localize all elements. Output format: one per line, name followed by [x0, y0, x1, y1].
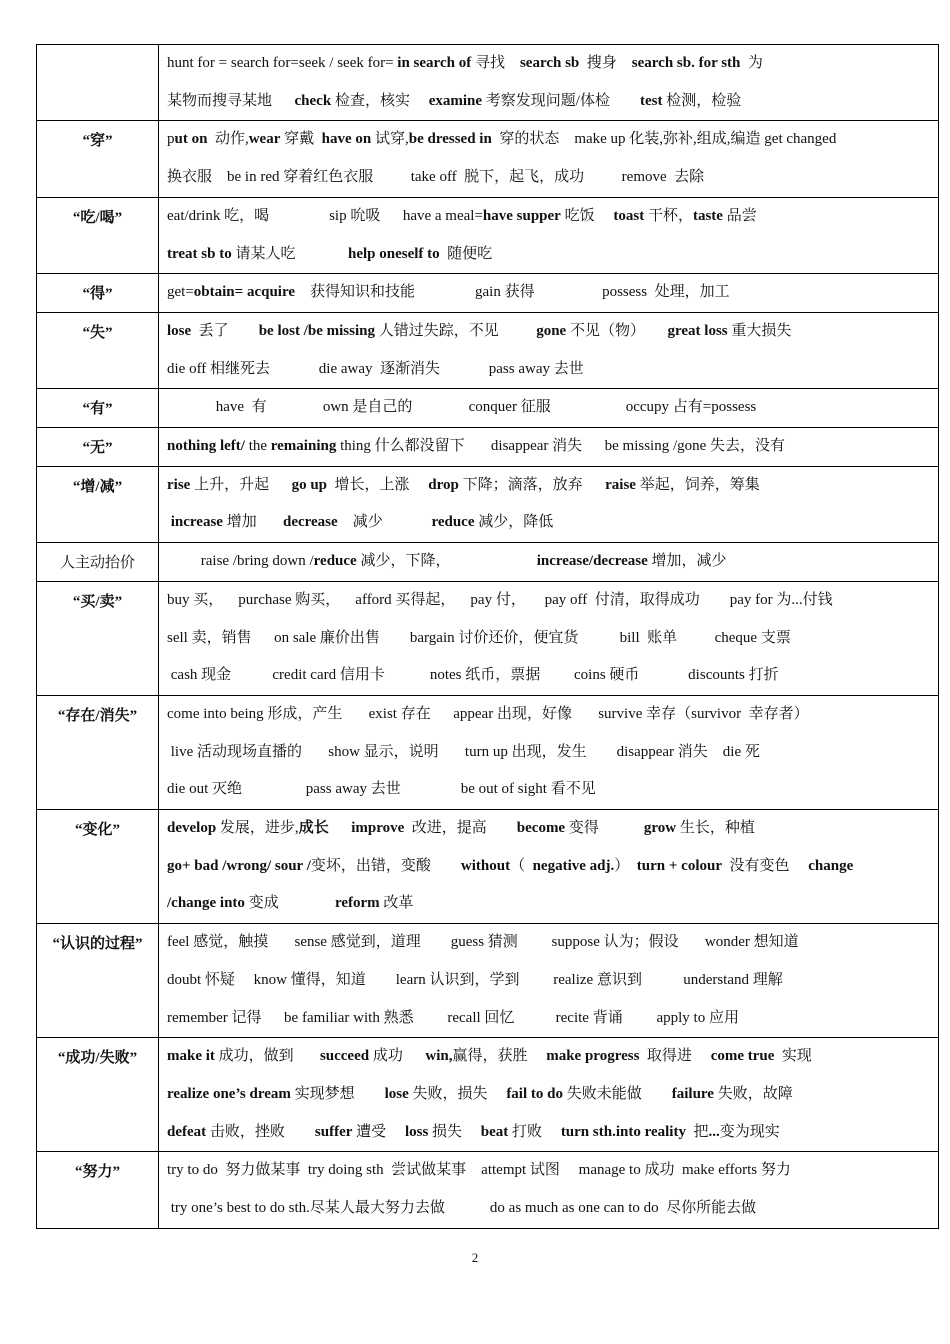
bold-term: wear — [248, 131, 281, 148]
text-segment: 发展，进步, — [216, 820, 299, 837]
text-segment: 考察发现问题/体检 — [482, 92, 640, 109]
category-cell: “失” — [37, 312, 159, 388]
bold-term: turn + colour — [636, 857, 722, 874]
text-segment: 改革 — [379, 895, 414, 912]
content-cell — [159, 543, 939, 582]
bold-term: suffer — [314, 1123, 353, 1140]
bold-term: without — [460, 857, 511, 874]
bold-term: decrease — [282, 514, 338, 531]
text-segment: 没有变色 — [722, 857, 809, 874]
bold-term: check — [294, 92, 332, 109]
text-segment: 改进，提高 — [404, 820, 517, 837]
content-cell — [159, 428, 939, 467]
bold-term: lose — [384, 1085, 409, 1102]
bold-term: turn sth.into reality — [560, 1123, 686, 1140]
content-line — [167, 885, 938, 923]
bold-term: rise — [167, 476, 191, 493]
table-row — [37, 466, 939, 542]
table-row — [37, 1038, 939, 1152]
content-cell — [159, 121, 939, 197]
bold-term: in search of — [397, 55, 472, 71]
bold-term: loss — [404, 1123, 429, 1140]
text-segment: 试穿, — [371, 131, 409, 148]
bold-term: go up — [291, 476, 328, 493]
text-segment: have 有 own 是自己的 conquer 征服 occupy 占有=possess — [167, 399, 757, 416]
content-line — [167, 696, 938, 734]
text-segment: come into being 形成，产生 exist 存在 appear 出现，好像 survive 幸存（survivor 幸存者） — [167, 705, 809, 722]
text-segment: 品尝 — [722, 207, 757, 224]
text-segment: 换衣服 be in red 穿着红色衣服 take off 脱下，起飞，成功 remove 去除 — [167, 169, 705, 186]
content-cell — [159, 312, 939, 388]
text-segment: 检测，检验 — [662, 92, 742, 109]
bold-term: make progress — [546, 1048, 640, 1065]
bold-term: drop — [428, 476, 459, 493]
text-segment: 增加 — [222, 514, 283, 531]
content-line — [167, 274, 938, 312]
bold-term: toast — [613, 207, 645, 224]
bold-term: succeed — [319, 1048, 370, 1065]
table-row — [37, 695, 939, 809]
bold-term: search sb. for sth — [631, 55, 741, 71]
content-cell — [159, 581, 939, 695]
text-segment — [329, 820, 352, 836]
text-segment: 失败未能做 — [562, 1085, 672, 1102]
table-row — [37, 543, 939, 582]
bold-term: improve — [351, 820, 405, 837]
bold-term: treat sb to — [167, 245, 232, 262]
table-row — [37, 121, 939, 197]
category-cell — [37, 45, 159, 121]
text-segment: 变成 — [244, 895, 335, 912]
content-line — [167, 657, 938, 695]
text-segment: 寻找 — [471, 55, 520, 71]
content-line — [167, 236, 938, 274]
text-segment: 失败，故障 — [713, 1085, 793, 1102]
text-segment: 下降；滴落，放弃 — [458, 476, 606, 493]
content-line — [167, 734, 938, 772]
bold-term: lose — [167, 322, 192, 339]
content-cell — [159, 45, 939, 121]
text-segment: try one’s best to do sth.尽某人最大努力去做 do as much as one can to do 尽你所能去做 — [167, 1200, 757, 1217]
text-segment: cash 现金 credit card 信用卡 notes 纸币，票据 coins 硬币 discounts 打折 — [167, 667, 779, 684]
bold-term: remaining — [270, 438, 337, 455]
text-segment: 某物而搜寻某地 — [167, 92, 295, 109]
content-line — [167, 83, 938, 121]
bold-term: taste — [692, 207, 723, 224]
bold-term: failure — [671, 1085, 714, 1102]
bold-term: nothing left/ — [167, 438, 245, 455]
bold-term: come true — [710, 1048, 775, 1065]
text-segment: 取得进 — [639, 1048, 711, 1065]
content-line — [167, 1114, 938, 1152]
table-row — [37, 428, 939, 467]
content-cell — [159, 1152, 939, 1228]
text-segment: raise /bring down / — [167, 553, 314, 570]
table-row — [37, 197, 939, 273]
table-row — [37, 45, 939, 121]
content-line — [167, 121, 938, 159]
bold-term: have on — [321, 131, 372, 148]
text-segment: 生长，种植 — [676, 820, 755, 837]
text-segment: 获得知识和技能 gain 获得 possess 处理，加工 — [295, 284, 730, 301]
text-segment: 为 — [740, 55, 763, 71]
category-cell: “存在/消失” — [37, 695, 159, 809]
bold-term: examine — [428, 92, 483, 109]
bold-term: reduce — [431, 514, 475, 531]
bold-term: reform — [334, 895, 380, 912]
table-row — [37, 1152, 939, 1228]
text-segment: 举起，饲养，筹集 — [635, 476, 760, 493]
text-segment: 请某人吃 — [231, 245, 348, 262]
bold-term: defeat — [167, 1123, 207, 1140]
content-cell — [159, 810, 939, 924]
content-line — [167, 962, 938, 1000]
bold-term: raise — [605, 476, 636, 493]
text-segment: 人错过失踪，不见 — [374, 322, 537, 339]
bold-term: grow — [643, 820, 677, 837]
text-segment: 损失 — [428, 1123, 481, 1140]
bold-term: gone — [536, 322, 567, 339]
text-segment: the — [244, 438, 271, 455]
text-segment: 失败，损失 — [408, 1085, 507, 1102]
text-segment: 遭受 — [352, 1123, 405, 1140]
content-line — [167, 1076, 938, 1114]
bold-term: great loss — [667, 322, 728, 339]
bold-term: develop — [167, 820, 217, 837]
text-segment: 随便吃 — [439, 245, 493, 262]
content-line — [167, 313, 938, 351]
content-line — [167, 1190, 938, 1228]
content-line — [167, 159, 938, 197]
page-number: 2 — [471, 1250, 479, 1265]
content-cell — [159, 466, 939, 542]
bold-term: obtain= acquire — [193, 284, 295, 301]
category-cell: “无” — [37, 428, 159, 467]
bold-term: fail to do — [506, 1085, 563, 1102]
category-cell: 人主动抬价 — [37, 543, 159, 582]
bold-term: reduce — [313, 553, 357, 570]
text-segment: 动作, — [207, 131, 249, 148]
bold-term: test — [639, 92, 663, 109]
text-segment: 打败 — [508, 1123, 561, 1140]
vocabulary-table — [36, 44, 939, 1229]
content-line — [167, 504, 938, 542]
category-cell: “成功/失败” — [37, 1038, 159, 1152]
bold-term: be lost /be missing — [258, 322, 375, 339]
text-segment: 减少，下降， — [356, 553, 537, 570]
bold-term: change — [808, 857, 854, 874]
category-cell: “得” — [37, 274, 159, 313]
text-segment: ） — [614, 857, 637, 874]
text-segment: （ — [510, 857, 533, 874]
table-row — [37, 389, 939, 428]
content-line — [167, 198, 938, 236]
text-segment: buy 买， purchase 购买， afford 买得起， pay 付， pay off 付清，取得成功 pay for 为...付钱 — [167, 591, 833, 608]
bold-term: increase/decrease — [536, 553, 648, 570]
bold-term: ... — [708, 1123, 720, 1140]
bold-term: have supper — [482, 207, 561, 224]
bold-term: make it — [167, 1048, 215, 1065]
content-line — [167, 582, 938, 620]
table-row — [37, 810, 939, 924]
text-segment: 变得 — [565, 820, 644, 837]
bold-term: increase — [170, 514, 223, 531]
content-line — [167, 810, 938, 848]
bold-term: realize one’s dream — [167, 1085, 291, 1102]
content-line — [167, 1038, 938, 1076]
category-cell: “努力” — [37, 1152, 159, 1228]
content-line — [167, 543, 938, 581]
table-body — [37, 45, 939, 1229]
text-segment: 增加，减少 — [647, 553, 727, 570]
bold-term: beat — [480, 1123, 509, 1140]
text-segment: 变为现实 — [719, 1123, 780, 1140]
text-segment: 吃饭 — [560, 207, 614, 224]
text-segment: 击败，挫败 — [206, 1123, 315, 1140]
text-segment: 检查，核实 — [331, 92, 429, 109]
category-cell: “买/卖” — [37, 581, 159, 695]
text-segment: 增长，上涨 — [327, 476, 429, 493]
text-segment: 减少，降低 — [474, 514, 554, 531]
bold-term: go+ bad /wrong/ sour / — [167, 857, 311, 874]
text-segment: p — [167, 131, 175, 148]
text-segment: doubt 怀疑 know 懂得，知道 learn 认识到，学到 realize 意识到 understand 理解 — [167, 971, 783, 988]
text-segment: 穿的状态 make up 化装,弥补,组成,编造 get changed — [491, 131, 837, 148]
bold-term: become — [516, 820, 566, 837]
text-segment: 变坏，出错，变酸 — [310, 857, 461, 874]
category-cell: “穿” — [37, 121, 159, 197]
content-line — [167, 771, 938, 809]
table-row — [37, 924, 939, 1038]
content-cell — [159, 389, 939, 428]
content-line — [167, 848, 938, 886]
bold-term: 成长 — [298, 820, 329, 837]
text-segment: live 活动现场直播的 show 显示，说明 turn up 出现，发生 disappear 消失 die 死 — [167, 743, 760, 760]
text-segment: 减少 — [337, 514, 432, 531]
bold-term: win, — [425, 1048, 453, 1065]
text-segment: 搜身 — [579, 55, 632, 71]
text-segment: 重大损失 — [727, 322, 792, 339]
content-line — [167, 428, 938, 466]
text-segment: feel 感觉，触摸 sense 感觉到，道理 guess 猜测 suppose 认为；假设 wonder 想知道 — [167, 934, 799, 951]
bold-term: help oneself to — [347, 245, 440, 262]
category-cell: “增/减” — [37, 466, 159, 542]
table-row — [37, 312, 939, 388]
text-segment: 穿戴 — [280, 131, 322, 148]
category-cell: “吃/喝” — [37, 197, 159, 273]
table-row — [37, 581, 939, 695]
text-segment: 上升，升起 — [190, 476, 292, 493]
bold-term: ut on — [174, 131, 208, 148]
category-cell: “变化” — [37, 810, 159, 924]
text-segment: 把 — [685, 1123, 709, 1140]
text-segment: 成功 — [369, 1048, 426, 1065]
content-cell — [159, 1038, 939, 1152]
text-segment: 成功，做到 — [214, 1048, 320, 1065]
bold-term: /change into — [167, 895, 245, 912]
content-cell — [159, 924, 939, 1038]
text-segment: die out 灭绝 pass away 去世 be out of sight 看不见 — [167, 781, 596, 798]
content-line — [167, 467, 938, 505]
text-segment: hunt for = search for=seek / seek for= — [167, 55, 398, 71]
text-segment: remember 记得 be familiar with 熟悉 recall 回忆 recite 背诵 apply to 应用 — [167, 1009, 739, 1026]
text-segment: 干杯， — [644, 207, 693, 224]
bold-term: search sb — [519, 55, 580, 71]
text-segment: 实现梦想 — [290, 1085, 385, 1102]
content-line — [167, 924, 938, 962]
category-cell: “认识的过程” — [37, 924, 159, 1038]
bold-term: be dressed in — [408, 131, 492, 148]
content-line — [167, 389, 938, 427]
content-cell — [159, 197, 939, 273]
content-line — [167, 351, 938, 389]
table-row — [37, 274, 939, 313]
content-cell — [159, 274, 939, 313]
content-line — [167, 1152, 938, 1190]
category-cell: “有” — [37, 389, 159, 428]
text-segment: 赢得，获胜 — [452, 1048, 547, 1065]
content-line — [167, 620, 938, 658]
text-segment: try to do 努力做某事 try doing sth 尝试做某事 attempt 试图 manage to 成功 make efforts 努力 — [167, 1162, 791, 1179]
text-segment: thing 什么都没留下 disappear 消失 be missing /gone 失去，没有 — [336, 438, 786, 455]
bold-term: negative adj. — [532, 857, 615, 874]
text-segment: get= — [167, 284, 194, 301]
text-segment: 丢了 — [191, 322, 259, 339]
text-segment: 实现 — [774, 1048, 812, 1065]
content-line — [167, 45, 938, 83]
content-cell — [159, 695, 939, 809]
content-line — [167, 1000, 938, 1038]
text-segment: die off 相继死去 die away 逐渐消失 pass away 去世 — [167, 360, 584, 377]
text-segment: eat/drink 吃，喝 sip 吮吸 have a meal= — [167, 207, 483, 224]
text-segment: 不见（物） — [566, 322, 668, 339]
text-segment: sell 卖，销售 on sale 廉价出售 bargain 讨价还价，便宜货 bill 账单 cheque 支票 — [167, 629, 791, 646]
